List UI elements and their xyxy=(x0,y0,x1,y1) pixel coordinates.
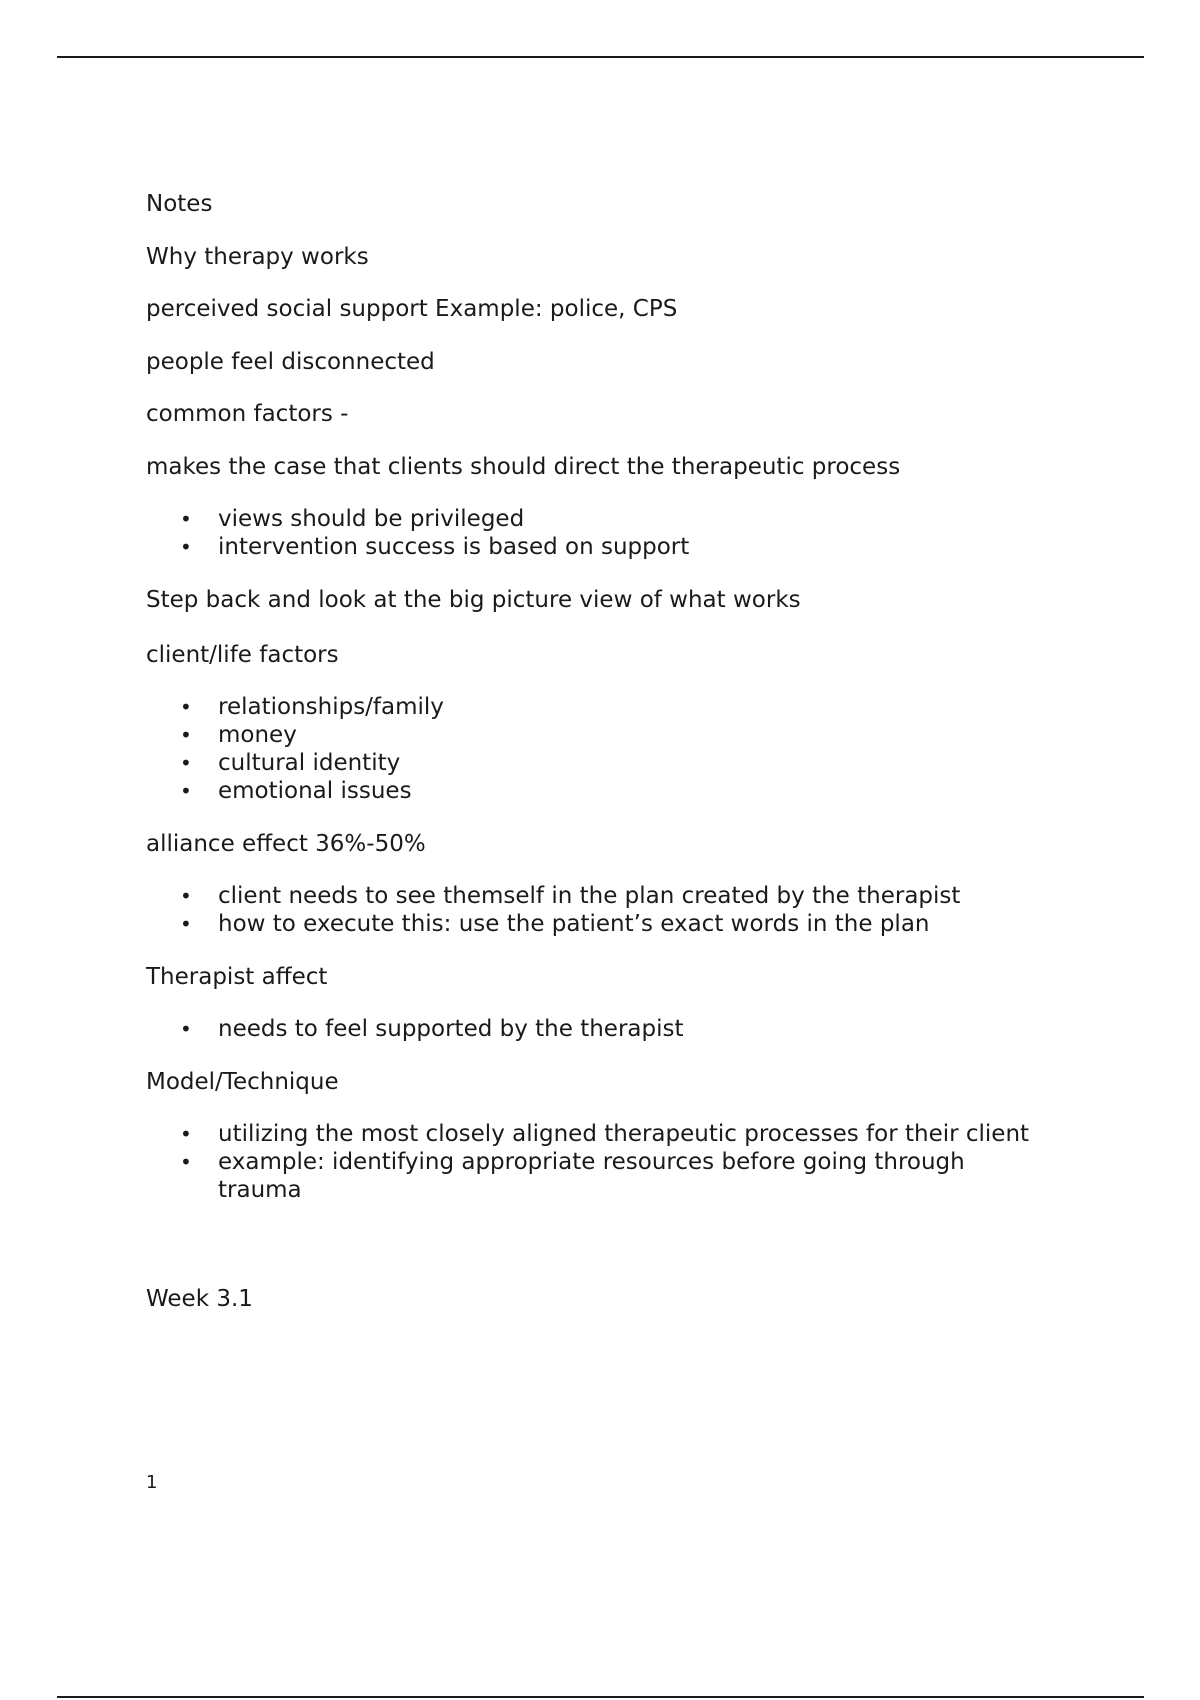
page-number: 1 xyxy=(146,1472,158,1493)
list-item: • intervention success is based on support xyxy=(146,533,1106,561)
section-heading: Why therapy works xyxy=(146,243,369,270)
list-item: • example: identifying appropriate resources before going through trauma xyxy=(146,1148,1018,1204)
bullet-list xyxy=(146,693,1106,805)
bullet-list xyxy=(146,882,1106,938)
bottom-rule xyxy=(57,1696,1144,1698)
list-item: • emotional issues xyxy=(146,777,1106,805)
list-item: • views should be privileged xyxy=(146,505,1106,533)
list-item: • money xyxy=(146,721,1106,749)
week-label: Week 3.1 xyxy=(146,1285,253,1312)
list-item: • how to execute this: use the patient’s exact words in the plan xyxy=(146,910,1106,938)
bullet-list xyxy=(146,505,1106,561)
paragraph: Model/Technique xyxy=(146,1068,339,1095)
paragraph: people feel disconnected xyxy=(146,348,435,375)
paragraph: perceived social support Example: police, CPS xyxy=(146,296,678,322)
bullet-list xyxy=(146,1120,1106,1204)
bullet-list xyxy=(146,1015,1106,1043)
list-item: • client needs to see themself in the plan created by the therapist xyxy=(146,882,1106,910)
top-rule xyxy=(57,56,1144,58)
paragraph: client/life factors xyxy=(146,641,339,668)
paragraph: makes the case that clients should direct the therapeutic process xyxy=(146,453,901,480)
spacer xyxy=(146,1229,1106,1285)
list-item: • cultural identity xyxy=(146,749,1106,777)
document-body xyxy=(146,190,1106,1337)
paragraph: Therapist affect xyxy=(146,963,328,990)
document-title: Notes xyxy=(146,191,213,217)
list-item: • utilizing the most closely aligned therapeutic processes for their client xyxy=(146,1120,1106,1148)
paragraph: alliance effect 36%-50% xyxy=(146,830,426,857)
list-item: • needs to feel supported by the therapist xyxy=(146,1015,1106,1043)
paragraph: common factors - xyxy=(146,401,349,427)
list-item: • relationships/family xyxy=(146,693,1106,721)
paragraph: Step back and look at the big picture view of what works xyxy=(146,586,801,613)
